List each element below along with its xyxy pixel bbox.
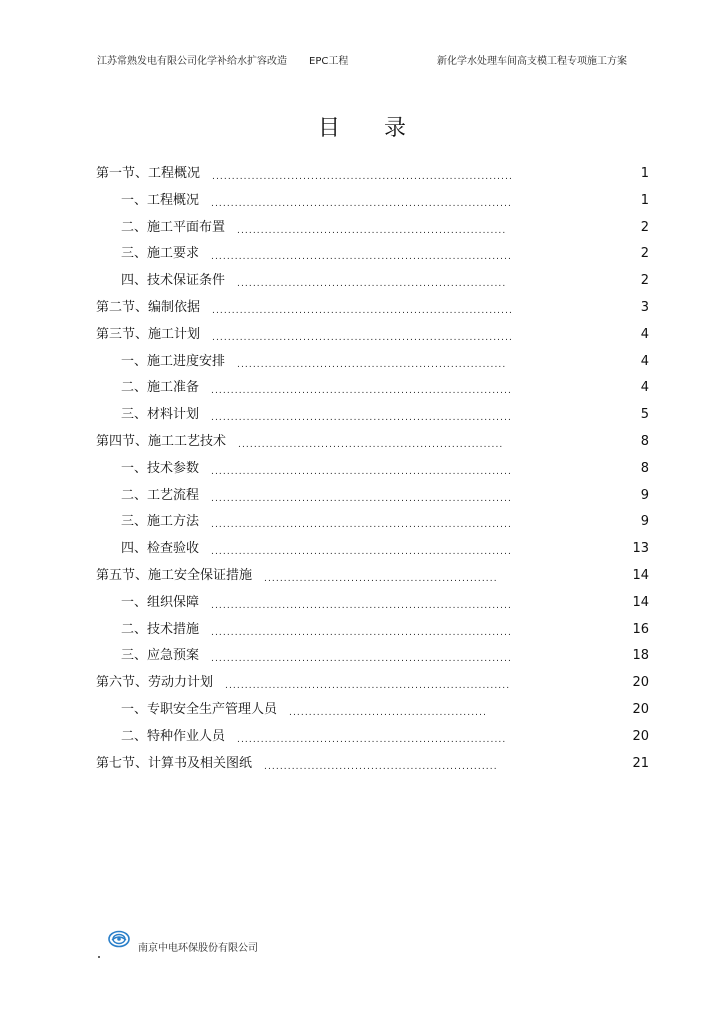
toc-leader-dots: ............................................................................ — [211, 627, 513, 638]
toc-entry[interactable] — [96, 460, 649, 487]
toc-entry[interactable] — [96, 755, 649, 782]
toc-entry[interactable] — [96, 594, 649, 621]
company-logo-icon — [108, 930, 130, 948]
toc-leader-dots: ............................................................................ — [211, 493, 513, 504]
toc-entry-page: 13 — [632, 541, 649, 557]
toc-leader-dots: ............................................................................ — [211, 547, 513, 558]
toc-entry[interactable] — [96, 567, 649, 594]
toc-leader-dots: ............................................................................ — [211, 466, 513, 477]
header-middle-text: EPC工程 — [309, 56, 349, 67]
toc-entry-page: 2 — [640, 273, 649, 289]
toc-entry-label: 第一节、工程概况 — [96, 166, 201, 181]
toc-entry[interactable] — [96, 299, 649, 326]
toc-leader-dots: ............................................................................ — [211, 413, 513, 424]
toc-leader-dots: ............................................................................ — [211, 520, 513, 531]
toc-entry[interactable] — [96, 728, 649, 755]
toc-entry-label: 一、工程概况 — [121, 192, 200, 208]
toc-entry[interactable] — [96, 219, 649, 246]
toc-entry-label: 第五节、施工安全保证措施 — [96, 567, 253, 583]
toc-entry[interactable] — [96, 272, 649, 299]
toc-leader-dots: ............................................................................ — [211, 386, 513, 397]
toc-entry-page: 1 — [640, 192, 649, 208]
toc-leader-dots: ............................................................................ — [211, 654, 513, 665]
toc-leader-dots: ............................................................................ — [212, 332, 514, 343]
toc-entry-label: 二、特种作业人员 — [121, 728, 226, 744]
toc-entry[interactable] — [96, 165, 649, 192]
toc-entry[interactable] — [96, 379, 649, 406]
toc-entry-page: 18 — [632, 648, 649, 664]
toc-entry-page: 9 — [640, 487, 649, 503]
toc-entry-page: 9 — [640, 514, 649, 530]
toc-entry-page: 4 — [640, 380, 649, 396]
toc-entry-page: 2 — [640, 219, 649, 235]
toc-leader-dots: ............................................................................ — [212, 172, 514, 182]
toc-leader-dots: .................................................................... — [237, 225, 507, 236]
table-of-contents — [96, 165, 649, 781]
toc-entry[interactable] — [96, 245, 649, 272]
toc-entry-label: 三、施工要求 — [121, 246, 200, 262]
toc-entry-page: 4 — [640, 326, 649, 342]
toc-leader-dots: ............................................................................ — [212, 305, 514, 316]
toc-entry-label: 三、应急预案 — [121, 648, 200, 664]
header-left-text: 江苏常熟发电有限公司化学补给水扩容改造 — [97, 56, 287, 67]
toc-leader-dots: .................................................. — [289, 707, 488, 718]
toc-entry[interactable] — [96, 326, 649, 353]
header-right-text: 新化学水处理车间高支模工程专项施工方案 — [437, 56, 627, 67]
toc-entry-label: 第七节、计算书及相关图纸 — [96, 755, 253, 771]
toc-entry-label: 三、施工方法 — [121, 514, 200, 530]
toc-entry-label: 第二节、编制依据 — [96, 299, 201, 315]
toc-entry-label: 第四节、施工工艺技术 — [96, 433, 227, 449]
toc-entry[interactable] — [96, 433, 649, 460]
toc-entry-label: 二、施工平面布置 — [121, 219, 226, 235]
toc-entry-page: 21 — [632, 755, 649, 771]
toc-leader-dots: .................................................................... — [237, 359, 507, 370]
toc-entry-page: 20 — [632, 701, 649, 717]
toc-leader-dots: ............................................................................ — [211, 198, 513, 209]
toc-entry-page: 14 — [632, 594, 649, 610]
footer-company-name: 南京中电环保股份有限公司 — [138, 943, 258, 954]
toc-entry[interactable] — [96, 513, 649, 540]
toc-leader-dots: .................................................................... — [237, 279, 507, 290]
toc-entry[interactable] — [96, 487, 649, 514]
toc-entry-label: 四、检查验收 — [121, 541, 200, 557]
toc-entry-label: 第三节、施工计划 — [96, 326, 201, 342]
toc-entry-label: 一、专职安全生产管理人员 — [121, 701, 278, 717]
toc-entry-page: 1 — [640, 166, 649, 181]
toc-title: 目录 — [317, 115, 450, 141]
page-dot-mark — [98, 956, 100, 958]
toc-entry[interactable] — [96, 353, 649, 380]
toc-entry-page: 20 — [632, 728, 649, 744]
toc-entry-label: 一、组织保障 — [121, 594, 200, 610]
toc-leader-dots: .................................................................... — [237, 734, 507, 745]
toc-entry-label: 四、技术保证条件 — [121, 273, 226, 289]
toc-entry-label: 第六节、劳动力计划 — [96, 675, 214, 691]
toc-entry[interactable] — [96, 540, 649, 567]
toc-entry-label: 二、工艺流程 — [121, 487, 200, 503]
toc-entry[interactable] — [96, 674, 649, 701]
toc-leader-dots: ................................................................... — [238, 439, 504, 450]
toc-entry-label: 一、技术参数 — [121, 460, 200, 476]
toc-entry[interactable] — [96, 701, 649, 728]
toc-entry-page: 5 — [640, 407, 649, 423]
toc-entry-page: 16 — [632, 621, 649, 637]
toc-leader-dots: ............................................................................ — [211, 252, 513, 263]
toc-entry-page: 20 — [632, 675, 649, 691]
toc-entry-page: 2 — [640, 246, 649, 262]
toc-entry-page: 8 — [640, 460, 649, 476]
toc-entry-label: 一、施工进度安排 — [121, 353, 226, 369]
toc-entry[interactable] — [96, 647, 649, 674]
toc-entry-label: 三、材料计划 — [121, 407, 200, 423]
toc-entry-page: 8 — [640, 433, 649, 449]
toc-entry[interactable] — [96, 406, 649, 433]
toc-entry[interactable] — [96, 621, 649, 648]
toc-leader-dots: ........................................................... — [264, 573, 498, 584]
toc-entry-page: 3 — [640, 299, 649, 315]
toc-leader-dots: ............................................................................ — [211, 600, 513, 611]
toc-entry-label: 二、技术措施 — [121, 621, 200, 637]
toc-leader-dots: ........................................................... — [264, 761, 498, 772]
page-header — [97, 52, 627, 66]
toc-entry[interactable] — [96, 192, 649, 219]
toc-entry-page: 14 — [632, 567, 649, 583]
toc-entry-label: 二、施工准备 — [121, 380, 200, 396]
toc-leader-dots: ........................................................................ — [225, 681, 511, 692]
toc-entry-page: 4 — [640, 353, 649, 369]
